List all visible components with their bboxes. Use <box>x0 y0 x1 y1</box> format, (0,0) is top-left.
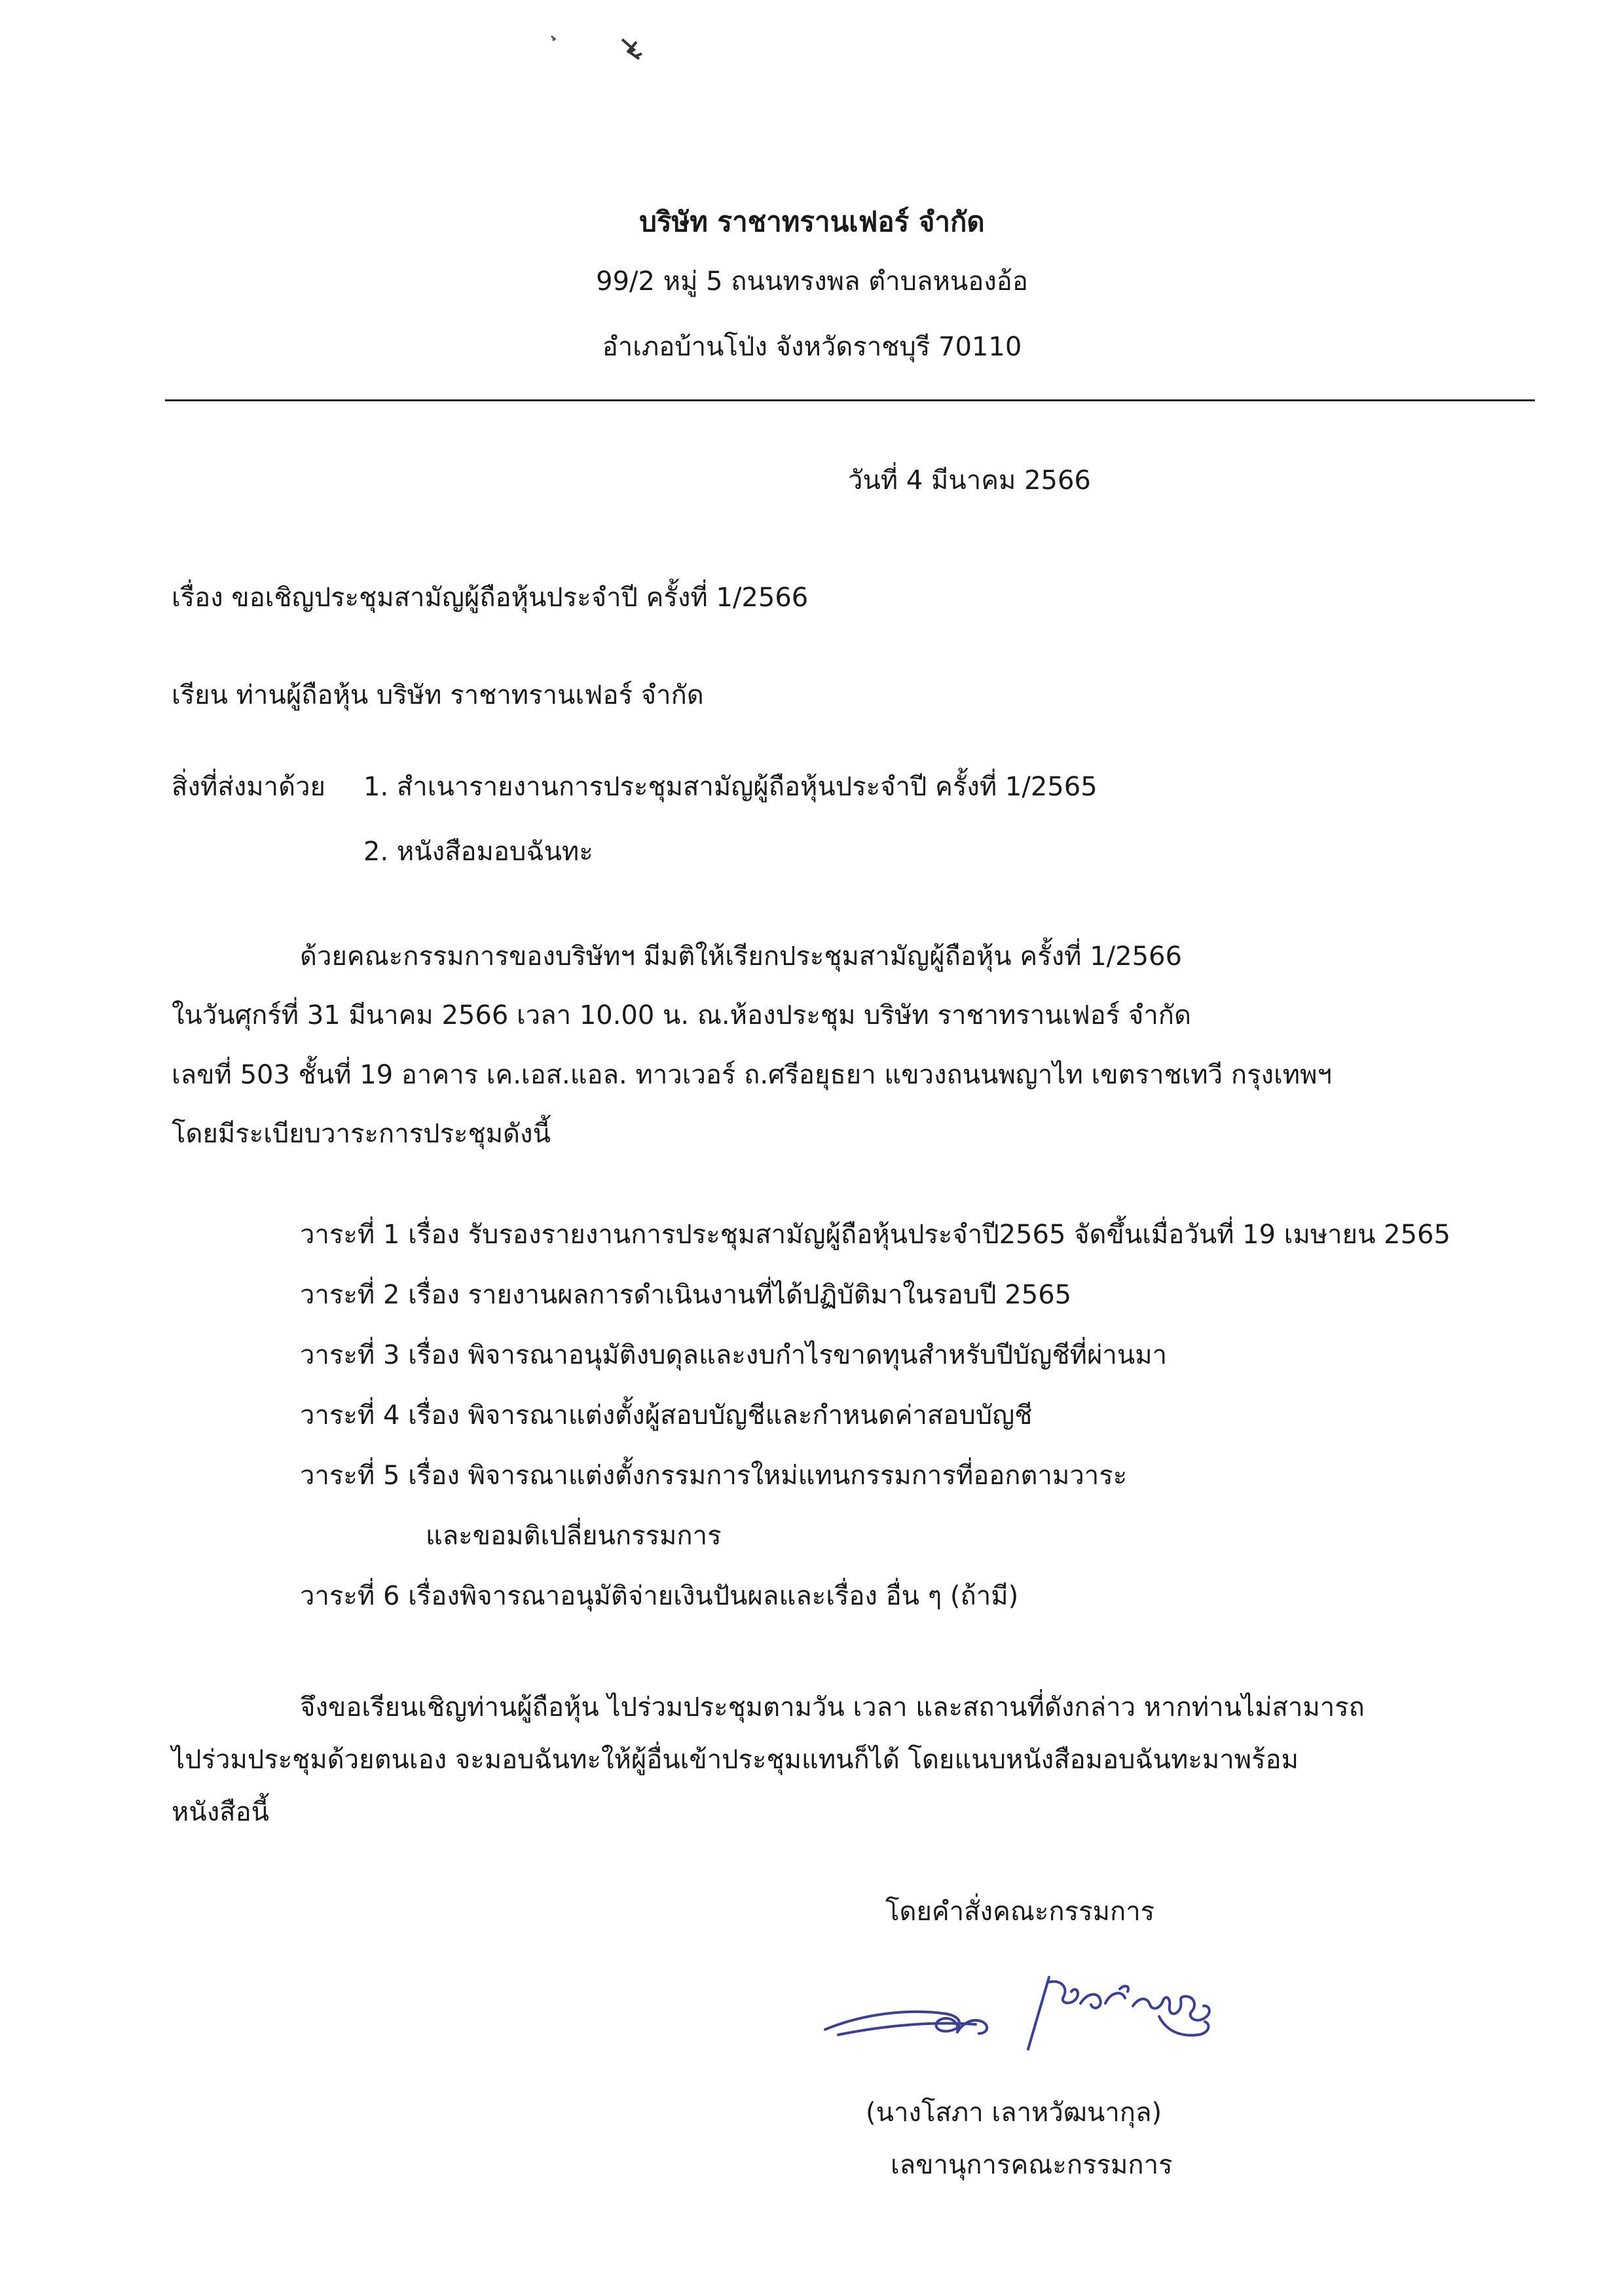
letter-subject: เรื่อง ขอเชิญประชุมสามัญผู้ถือหุ้นประจำปี ครั้งที่ 1/2566 <box>172 583 809 613</box>
by-order-of-board: โดยคำสั่งคณะกรรมการ <box>885 1897 1155 1927</box>
agenda-item-4: วาระที่ 4 เรื่อง พิจารณาแต่งตั้งผู้สอบบัญชีและกำหนดค่าสอบบัญชี <box>300 1400 1033 1430</box>
agenda-item-3: วาระที่ 3 เรื่อง พิจารณาอนุมัติงบดุลและงบกำไรขาดทุนสำหรับปีบัญชีที่ผ่านมา <box>300 1340 1168 1370</box>
closing-paragraph-line: หนังสือนี้ <box>172 1797 270 1827</box>
letterhead-divider <box>165 399 1535 401</box>
letter-addressee: เรียน ท่านผู้ถือหุ้น บริษัท ราชาทรานเฟอร์ จำกัด <box>172 680 704 710</box>
body-paragraph-line: ด้วยคณะกรรมการของบริษัทฯ มีมติให้เรียกประชุมสามัญผู้ถือหุ้น ครั้งที่ 1/2566 <box>300 941 1182 972</box>
enclosures-label: สิ่งที่ส่งมาด้วย <box>172 772 325 802</box>
body-paragraph-line: โดยมีระเบียบวาระการประชุมดังนี้ <box>172 1119 551 1149</box>
agenda-item-5: วาระที่ 5 เรื่อง พิจารณาแต่งตั้งกรรมการใหม่แทนกรรมการที่ออกตามวาระ <box>300 1461 1128 1491</box>
company-name: บริษัท ราชาทรานเฟอร์ จำกัด <box>639 206 985 238</box>
closing-paragraph-line: จึงขอเรียนเชิญท่านผู้ถือหุ้น ไปร่วมประชุมตามวัน เวลา และสถานที่ดังกล่าว หากท่านไม่สามารถ <box>300 1692 1365 1722</box>
handwritten-signature <box>812 1951 1231 2062</box>
company-address-line1: 99/2 หมู่ 5 ถนนทรงพล ตำบลหนองอ้อ <box>596 266 1028 297</box>
agenda-item-1: วาระที่ 1 เรื่อง รับรองรายงานการประชุมสามัญผู้ถือหุ้นประจำปี2565 จัดขึ้นเมื่อวันที่ 19 เมษายน 2565 <box>300 1220 1450 1250</box>
agenda-item-6: วาระที่ 6 เรื่องพิจารณาอนุมัติจ่ายเงินปันผลและเรื่อง อื่น ๆ (ถ้ามี) <box>300 1581 1019 1611</box>
enclosure-item: 1. สำเนารายงานการประชุมสามัญผู้ถือหุ้นประจำปี ครั้งที่ 1/2565 <box>363 772 1098 802</box>
letter-date: วันที่ 4 มีนาคม 2566 <box>848 465 1091 496</box>
enclosure-item: 2. หนังสือมอบฉันทะ <box>363 837 593 867</box>
company-address-line2: อำเภอบ้านโป่ง จังหวัดราชบุรี 70110 <box>602 332 1022 362</box>
body-paragraph-line: เลขที่ 503 ชั้นที่ 19 อาคาร เค.เอส.แอล. ทาวเวอร์ ถ.ศรีอยุธยา แขวงถนนพญาไท เขตราชเทวี กรุงเทพฯ <box>172 1060 1332 1090</box>
closing-paragraph-line: ไปร่วมประชุมด้วยตนเอง จะมอบฉันทะให้ผู้อื่นเข้าประชุมแทนก็ได้ โดยแนบหนังสือมอบฉันทะมาพร้อม <box>172 1745 1299 1775</box>
scan-speck <box>544 26 674 72</box>
signatory-name: (นางโสภา เลาหวัฒนากุล) <box>866 2098 1162 2128</box>
agenda-item-2: วาระที่ 2 เรื่อง รายงานผลการดำเนินงานที่ได้ปฏิบัติมาในรอบปี 2565 <box>300 1280 1072 1310</box>
body-paragraph-line: ในวันศุกร์ที่ 31 มีนาคม 2566 เวลา 10.00 น. ณ.ห้องประชุม บริษัท ราชาทรานเฟอร์ จำกัด <box>172 1000 1191 1030</box>
agenda-item-5-continuation: และขอมติเปลี่ยนกรรมการ <box>426 1521 722 1551</box>
signatory-title: เลขานุการคณะกรรมการ <box>891 2150 1173 2180</box>
